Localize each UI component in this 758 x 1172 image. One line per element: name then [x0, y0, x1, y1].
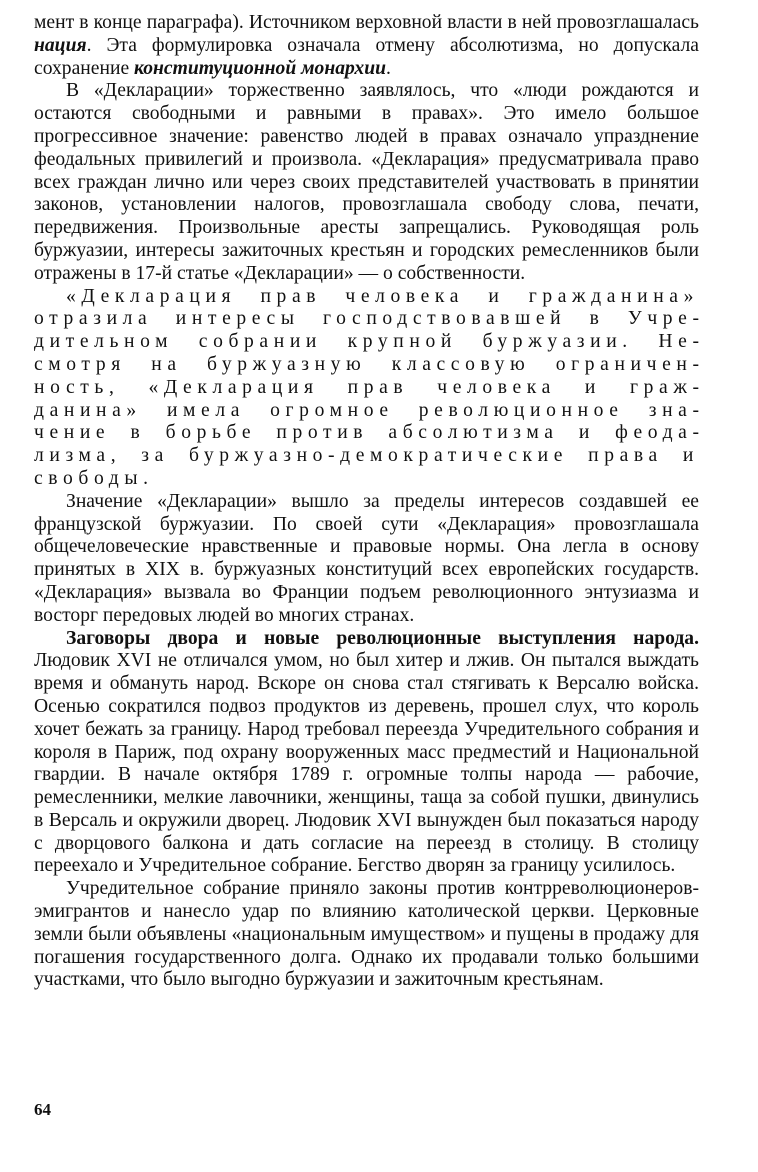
emphasis-term: конституционной монархии [134, 57, 387, 79]
text-run: «Декларация прав человека и гражданина» отразила интересы господствовавшей в Учредительном собрании крупной буржуазии. Несмотря на буржуазную классовую ограниченность, «Декларация прав человека и гражданина» имела огромное революционное значение в борьбе против абсолютизма и феодализма, за буржуазно-демократические права и свободы. [34, 285, 699, 489]
text-run: . Эта формулировка означала отмену абсолютизма, но допускала сохранение [34, 34, 699, 79]
paragraph-6 [34, 878, 699, 992]
section-heading: Заговоры двора и новые революционные выступления народа. [66, 627, 699, 649]
paragraph-1 [34, 12, 699, 80]
text-run: . [386, 57, 391, 79]
text-run: В «Декларации» торжественно заявлялось, что «люди рождаются и остаются свободными и равными в правах». Это имело большое прогрессивное значение: равенство людей в правах означало упразднение феодальных привилегий и произвола. «Декларация» предусматривала право всех граждан лично или через своих представителей участвовать в принятии законов, установлении налогов, провозглашала свободу слова, печати, передвижения. Произвольные аресты запрещались. Руководящая роль буржуазии, интересы зажиточных крестьян и городских ремесленников были отражены в 17-й статье «Декларации» — о собственности. [34, 80, 699, 284]
paragraph-5-section [34, 628, 699, 879]
text-run: Учредительное собрание приняло законы против контрреволюционеров-эмигрантов и нанесло удар по влиянию католической церкви. Церковные земли были объявлены «национальным имуществом» и пущены в продажу для погашения государственного долга. Однако их продавали только большими участками, что было выгодно буржуазии и зажиточным крестьянам. [34, 878, 699, 991]
paragraph-4 [34, 491, 699, 628]
book-page [34, 12, 699, 992]
paragraph-2 [34, 80, 699, 285]
emphasis-term: нация [34, 34, 87, 56]
text-run: мент в конце параграфа). Источником верховной власти в ней провозглашалась [34, 12, 699, 33]
text-run: Людовик XVI не отличался умом, но был хитер и лжив. Он пытался выждать время и обмануть народ. Вскоре он снова стал стягивать к Версалю войска. Осенью сократился подвоз продуктов из деревень, прошел слух, что король хочет бежать за границу. Народ требовал переезда Учредительного собрания и короля в Париж, под охрану вооруженных масс предместий и Национальной гвардии. В начале октября 1789 г. огромные толпы народа — рабочие, ремесленники, мелкие лавочники, женщины, таща за собой пушки, двинулись в Версаль и окружили дворец. Людовик XVI вынужден был показаться народу с дворцового балкона и дать согласие на переезд в столицу. В столицу переехало и Учредительное собрание. Бегство дворян за границу усилилось. [34, 650, 699, 877]
page-number: 64 [34, 1100, 51, 1119]
paragraph-3-spaced [34, 286, 699, 491]
text-run: Значение «Декларации» вышло за пределы интересов создавшей ее французской буржуазии. По своей сути «Декларация» провозглашала общечеловеческие нравственные и правовые нормы. Она легла в основу принятых в XIX в. буржуазных конституций всех европейских государств. «Декларация» вызвала во Франции подъем революционного энтузиазма и восторг передовых людей во многих странах. [34, 490, 699, 626]
